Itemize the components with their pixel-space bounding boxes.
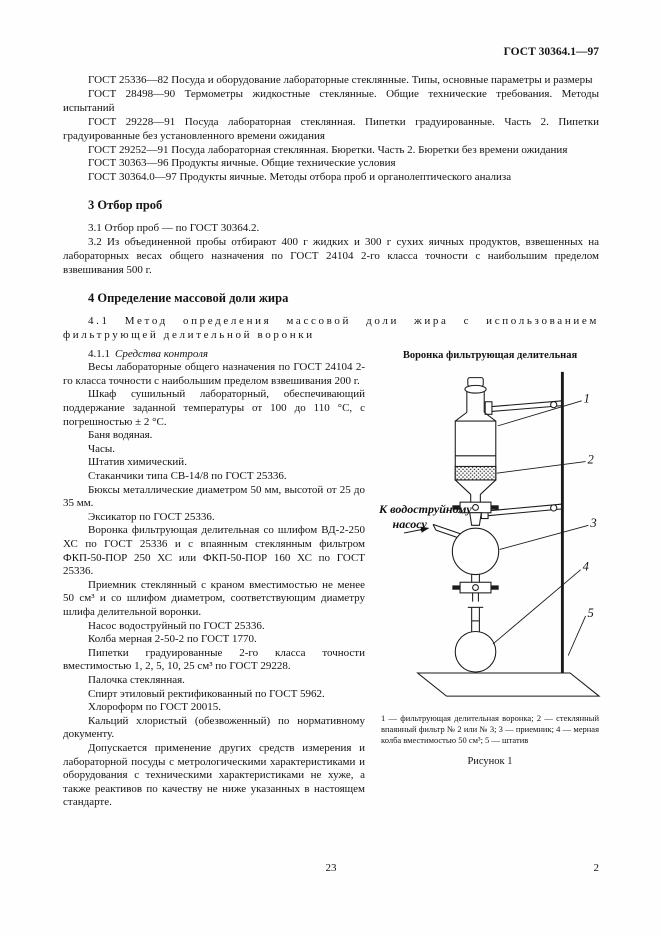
clause-4-1-1 (63, 348, 365, 362)
two-column-area (63, 348, 599, 810)
reference-item: ГОСТ 30363—96 Продукты яичные. Общие технические условия (88, 157, 396, 170)
paragraph: Кальций хлористый (обезвоженный) по нормативному документу. (63, 714, 365, 741)
clause-3-1: 3.1 Отбор проб — по ГОСТ 30364.2. (88, 222, 260, 235)
paragraph: Штатив химический. (88, 456, 187, 469)
callout-5: 5 (587, 605, 594, 620)
callout-3: 3 (590, 515, 597, 530)
paragraph: Баня водяная. (88, 429, 153, 442)
separating-funnel (455, 377, 496, 502)
paragraph: Воронка фильтрующая делительная со шлифом ВД-2-250 ХС по ГОСТ 25336 и с впаянным стеклянным фильтром ФКП-50-ПОР 250 ХС или ФКП-50-ПОР 160 ХС по ГОСТ 25336. (63, 524, 365, 578)
right-column (365, 348, 601, 810)
left-column (63, 348, 365, 810)
paragraph: Допускается применение других средств измерения и лабораторной посуды с метрологическими характеристиками и оборудования с техническими характеристиками не хуже, а также реактивов по качеству не ниже указанных в настоящем стандарте. (63, 741, 365, 809)
clause-4-1: 4.1 Метод определения массовой доли жира с использованием фильтрующей делительной воронки (63, 314, 599, 341)
clamp-upper (485, 400, 562, 414)
apparatus-figure (379, 366, 601, 702)
reference-item: ГОСТ 28498—90 Термометры жидкостные стеклянные. Общие технические требования. Методы испытаний (63, 87, 599, 114)
volumetric-flask (455, 607, 496, 672)
page-number-center: 23 (325, 862, 337, 874)
paragraph: Пипетки градуированные 2-го класса точности вместимостью 1, 2, 5, 10, 25 см³ по ГОСТ 29228. (63, 646, 365, 673)
references-section (63, 74, 599, 185)
paragraph: Шкаф сушильный лабораторный, обеспечивающий поддержание заданной температуры от 100 до 110 °С, с погрешностью ± 2 °С. (63, 388, 365, 428)
paragraph: Часы. (88, 442, 116, 455)
paragraph: Эксикатор по ГОСТ 25336. (88, 510, 215, 523)
paragraph: Приемник стеклянный с краном вместимостью не менее 50 см³ и со шлифом диаметром, соответствующим диаметру шлифа делительной воронки. (63, 578, 365, 618)
section-4-heading: 4 Определение массовой доли жира (88, 290, 289, 305)
paragraph: Бюксы металлические диаметром 50 мм, высотой от 25 до 35 мм. (63, 483, 365, 510)
reference-item: ГОСТ 30364.0—97 Продукты яичные. Методы отбора проб и органолептического анализа (88, 171, 512, 184)
clause-number: 4.1.1 (88, 347, 110, 360)
figure-title: Воронка фильтрующая делительная (402, 349, 578, 361)
paragraph: Колба мерная 2-50-2 по ГОСТ 1770. (88, 633, 257, 646)
clause-3-2: 3.2 Из объединенной пробы отбирают 400 г жидких и 300 г сухих яичных продуктов, взвешенных на лабораторных весах общего назначения по ГОСТ 24104 2-го класса точности с наибольшим пределом взвешивания 500 г. (63, 236, 599, 276)
section-3-heading: 3 Отбор проб (88, 198, 163, 213)
filter-band (455, 466, 496, 480)
reference-item: ГОСТ 25336—82 Посуда и оборудование лабораторные стеклянные. Типы, основные параметры и размеры (88, 74, 593, 86)
paragraph: Насос водоструйный по ГОСТ 25336. (88, 619, 265, 632)
callout-1: 1 (583, 391, 590, 406)
reference-item: ГОСТ 29228—91 Посуда лабораторная стеклянная. Пипетки градуированные. Часть 2. Пипетки градуированные без установленного времени ожидания (63, 115, 599, 142)
clause-title: Средства контроля (115, 347, 209, 360)
figure-drawing (379, 366, 601, 707)
pump-label-line2: насосу (392, 516, 427, 531)
paragraph: Хлороформ по ГОСТ 20015. (88, 701, 221, 714)
stand-base (418, 673, 599, 696)
callout-4: 4 (582, 559, 589, 574)
callout-2: 2 (587, 452, 594, 467)
page-number-right: 2 (593, 862, 599, 874)
stopcock-lower (452, 574, 498, 601)
callout-leader-lines (493, 400, 589, 655)
figure-number: Рисунок 1 (467, 755, 513, 767)
doc-number: ГОСТ 30364.1—97 (503, 46, 599, 58)
paragraph: Спирт этиловый ректификованный по ГОСТ 5962. (88, 687, 325, 700)
paragraph: Палочка стеклянная. (88, 673, 185, 686)
paragraph: Весы лабораторные общего назначения по ГОСТ 24104 2-го класса точности с наибольшим пределом взвешивания 200 г. (63, 361, 365, 387)
paragraph: Стаканчики типа СВ-14/8 по ГОСТ 25336. (88, 470, 287, 483)
page-footer (63, 862, 599, 878)
pump-label-line1: К водоструйному (379, 501, 472, 516)
figure-caption: 1 — фильтрующая делительная воронка; 2 — стеклянный впаянный фильтр № 2 или № 3; 3 — приемник; 4 — мерная колба вместимостью 50 см³; 5 — штатив (381, 712, 599, 745)
receiver-flask (452, 528, 498, 574)
page-content (63, 46, 599, 810)
reference-item: ГОСТ 29252—91 Посуда лабораторная стеклянная. Бюретки. Часть 2. Бюретки без времени ожидания (88, 143, 568, 156)
